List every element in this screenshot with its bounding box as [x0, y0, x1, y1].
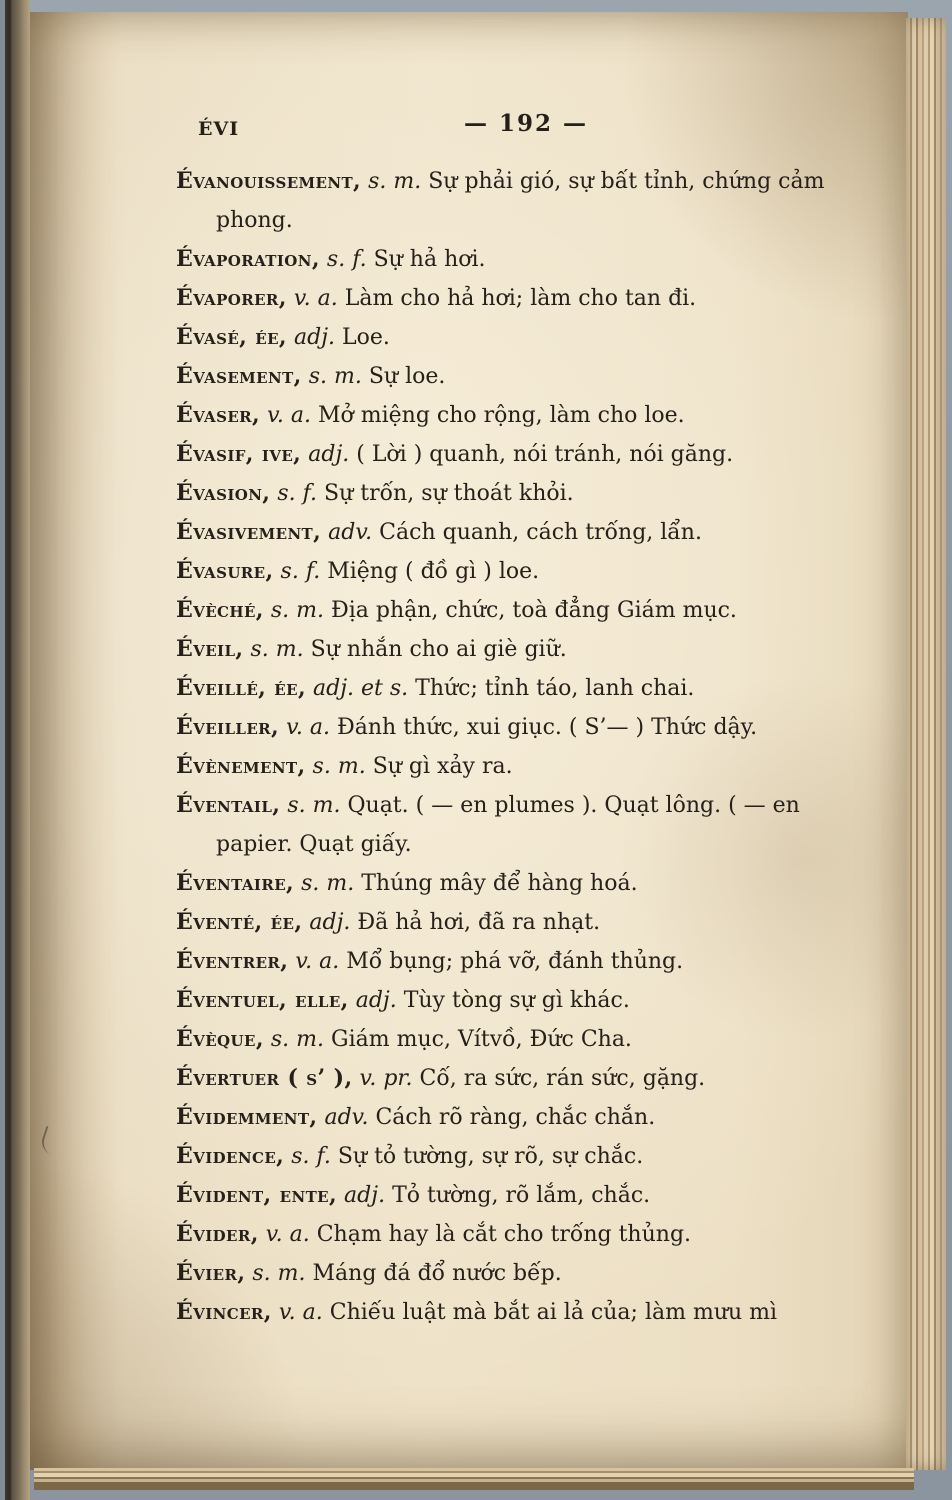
entry-grammar-label: s. m.: [305, 754, 373, 779]
book-spine: [0, 0, 30, 1500]
entry-headword: Éventé, ée,: [176, 909, 303, 935]
dictionary-entry: [176, 981, 876, 1020]
entry-headword: Évier,: [176, 1260, 246, 1286]
entry-grammar-label: s. m.: [361, 169, 429, 194]
entry-grammar-label: adj.: [348, 988, 404, 1013]
dictionary-entry: [176, 552, 876, 591]
entry-definition: Đã hả hơi, đã ra nhạt.: [357, 910, 601, 935]
entry-grammar-label: s. f.: [284, 1144, 338, 1169]
dictionary-entry: [176, 1293, 876, 1332]
entry-definition: Cách rõ ràng, chắc chắn.: [375, 1105, 656, 1130]
entry-definition: Sự nhắn cho ai giè giữ.: [310, 637, 567, 662]
entry-headword: Évaser,: [176, 402, 261, 428]
dictionary-entry: [176, 591, 876, 630]
dictionary-entry: [176, 669, 876, 708]
entry-definition: Cố, ra sức, rán sức, gặng.: [419, 1066, 706, 1091]
entry-definition: Thức; tỉnh táo, lanh chai.: [415, 676, 695, 701]
entry-headword: Éventuel, elle,: [176, 987, 349, 1013]
entry-headword: Évanouissement,: [176, 168, 362, 194]
entry-definition: Mở miệng cho rộng, làm cho loe.: [317, 403, 685, 428]
entry-headword: Évasif, ive,: [176, 441, 302, 467]
entry-definition: Chiếu luật mà bắt ai lả của; làm mưu mì: [329, 1300, 778, 1325]
entry-definition: Tùy tòng sự gì khác.: [403, 988, 630, 1013]
entry-headword: Évidemment,: [176, 1104, 318, 1130]
entry-grammar-label: v. pr.: [352, 1066, 420, 1091]
entry-headword: Éveiller,: [176, 714, 280, 740]
dictionary-entry: [176, 630, 876, 669]
entry-grammar-label: adv.: [321, 520, 380, 545]
entry-headword: Évènement,: [176, 753, 306, 779]
entry-definition: Sự gì xảy ra.: [372, 754, 513, 779]
dictionary-entry: [176, 747, 876, 786]
dictionary-entry: [176, 513, 876, 552]
entry-grammar-label: s. m.: [280, 793, 348, 818]
dictionary-page: [30, 12, 908, 1470]
entry-definition: Miệng ( đồ gì ) loe.: [327, 559, 540, 584]
entry-headword: Évaporer,: [176, 285, 287, 311]
entry-definition: Đánh thức, xui giục. ( S’— ) Thức dậy.: [337, 715, 758, 740]
entry-headword: Évasure,: [176, 558, 274, 584]
dictionary-entry: [176, 1059, 876, 1098]
entry-grammar-label: v. a.: [288, 949, 347, 974]
entry-definition: Tỏ tường, rõ lắm, chắc.: [392, 1183, 651, 1208]
entry-headword: Évider,: [176, 1221, 259, 1247]
entry-headword: Éventaire,: [176, 870, 295, 896]
dictionary-entry: [176, 435, 876, 474]
entry-grammar-label: adj.: [301, 442, 357, 467]
entry-grammar-label: v. a.: [286, 286, 345, 311]
entries-list: [176, 162, 876, 1332]
entry-definition: Máng đá đổ nước bếp.: [312, 1261, 562, 1286]
entry-grammar-label: s. m.: [243, 637, 311, 662]
entry-grammar-label: v. a.: [258, 1222, 317, 1247]
page-content: [176, 104, 876, 1332]
entry-grammar-label: adj.: [302, 910, 358, 935]
entry-definition: Sự hả hơi.: [373, 247, 486, 272]
dictionary-entry: [176, 1137, 876, 1176]
entry-definition: ( Lời ) quanh, nói tránh, nói găng.: [356, 442, 734, 467]
entry-grammar-label: s. m.: [263, 1027, 332, 1052]
entry-definition: Sự phải gió, sự bất tỉnh, chứng cảm phong.: [216, 169, 825, 233]
dictionary-entry: [176, 396, 876, 435]
entry-grammar-label: s. f.: [270, 481, 324, 506]
page-header: [176, 104, 876, 148]
dictionary-entry: [176, 864, 876, 903]
entry-definition: Mổ bụng; phá vỡ, đánh thủng.: [346, 949, 684, 974]
entry-headword: Évidence,: [176, 1143, 285, 1169]
entry-definition: Quạt. ( — en plumes ). Quạt lông. ( — en papier. Quạt giấy.: [216, 793, 800, 857]
running-head: ÉVI: [198, 118, 240, 140]
entry-headword: Éventrer,: [176, 948, 289, 974]
entry-grammar-label: s. m.: [301, 364, 369, 389]
entry-definition: Loe.: [342, 325, 390, 350]
dictionary-entry: [176, 708, 876, 747]
entry-headword: Évincer,: [176, 1299, 272, 1325]
entry-definition: Giám mục, Vítvồ, Đức Cha.: [331, 1027, 632, 1052]
entry-grammar-label: s. m.: [245, 1261, 313, 1286]
dictionary-entry: [176, 279, 876, 318]
dictionary-entry: [176, 1176, 876, 1215]
entry-definition: Cách quanh, cách trống, lẩn.: [379, 520, 702, 545]
dictionary-entry: [176, 240, 876, 279]
dictionary-entry: [176, 903, 876, 942]
entry-headword: Évident, ente,: [176, 1182, 338, 1208]
page-number: — 192 —: [463, 110, 589, 137]
entry-grammar-label: v. a.: [279, 715, 338, 740]
entry-headword: Éveillé, ée,: [176, 675, 307, 701]
entry-grammar-label: v. a.: [260, 403, 318, 428]
entry-headword: Éventail,: [176, 792, 281, 818]
dictionary-entry: [176, 1020, 876, 1059]
entry-definition: Địa phận, chức, toà đẳng Giám mục.: [330, 598, 737, 623]
entry-definition: Chạm hay là cắt cho trống thủng.: [316, 1222, 692, 1247]
entry-headword: Évèque,: [176, 1026, 264, 1052]
entry-definition: Sự tỏ tường, sự rõ, sự chắc.: [337, 1144, 644, 1169]
page-edges-right: [906, 18, 946, 1470]
entry-grammar-label: v. a.: [271, 1300, 330, 1325]
entry-grammar-label: s. m.: [294, 871, 362, 896]
entry-definition: Làm cho hả hơi; làm cho tan đi.: [344, 286, 697, 311]
entry-definition: Sự loe.: [368, 364, 446, 389]
entry-definition: Sự trốn, sự thoát khỏi.: [324, 481, 574, 506]
dictionary-entry: [176, 162, 876, 240]
dictionary-entry: [176, 1254, 876, 1293]
dictionary-entry: [176, 318, 876, 357]
entry-headword: Évasivement,: [176, 519, 322, 545]
entry-headword: Évaporation,: [176, 246, 320, 272]
entry-headword: Éveil,: [176, 636, 244, 662]
dictionary-entry: [176, 474, 876, 513]
entry-grammar-label: adj.: [287, 325, 342, 350]
entry-headword: Évasement,: [176, 363, 302, 389]
entry-grammar-label: s. f.: [273, 559, 328, 584]
dictionary-entry: [176, 1098, 876, 1137]
entry-definition: Thúng mây để hàng hoá.: [361, 871, 638, 896]
entry-headword: Évasé, ée,: [176, 324, 287, 350]
dictionary-entry: [176, 1215, 876, 1254]
dictionary-entry: [176, 942, 876, 981]
entry-grammar-label: adj. et s.: [306, 676, 416, 701]
entry-grammar-label: s. m.: [263, 598, 331, 623]
entry-grammar-label: s. f.: [319, 247, 374, 272]
entry-grammar-label: adv.: [317, 1105, 376, 1130]
entry-headword: Évertuer ( s’ ),: [176, 1065, 353, 1091]
page-edges-bottom: [34, 1468, 914, 1490]
dictionary-entry: [176, 357, 876, 396]
entry-headword: Évasion,: [176, 480, 271, 506]
entry-headword: Évèché,: [176, 597, 264, 623]
dictionary-entry: [176, 786, 876, 864]
entry-grammar-label: adj.: [337, 1183, 393, 1208]
